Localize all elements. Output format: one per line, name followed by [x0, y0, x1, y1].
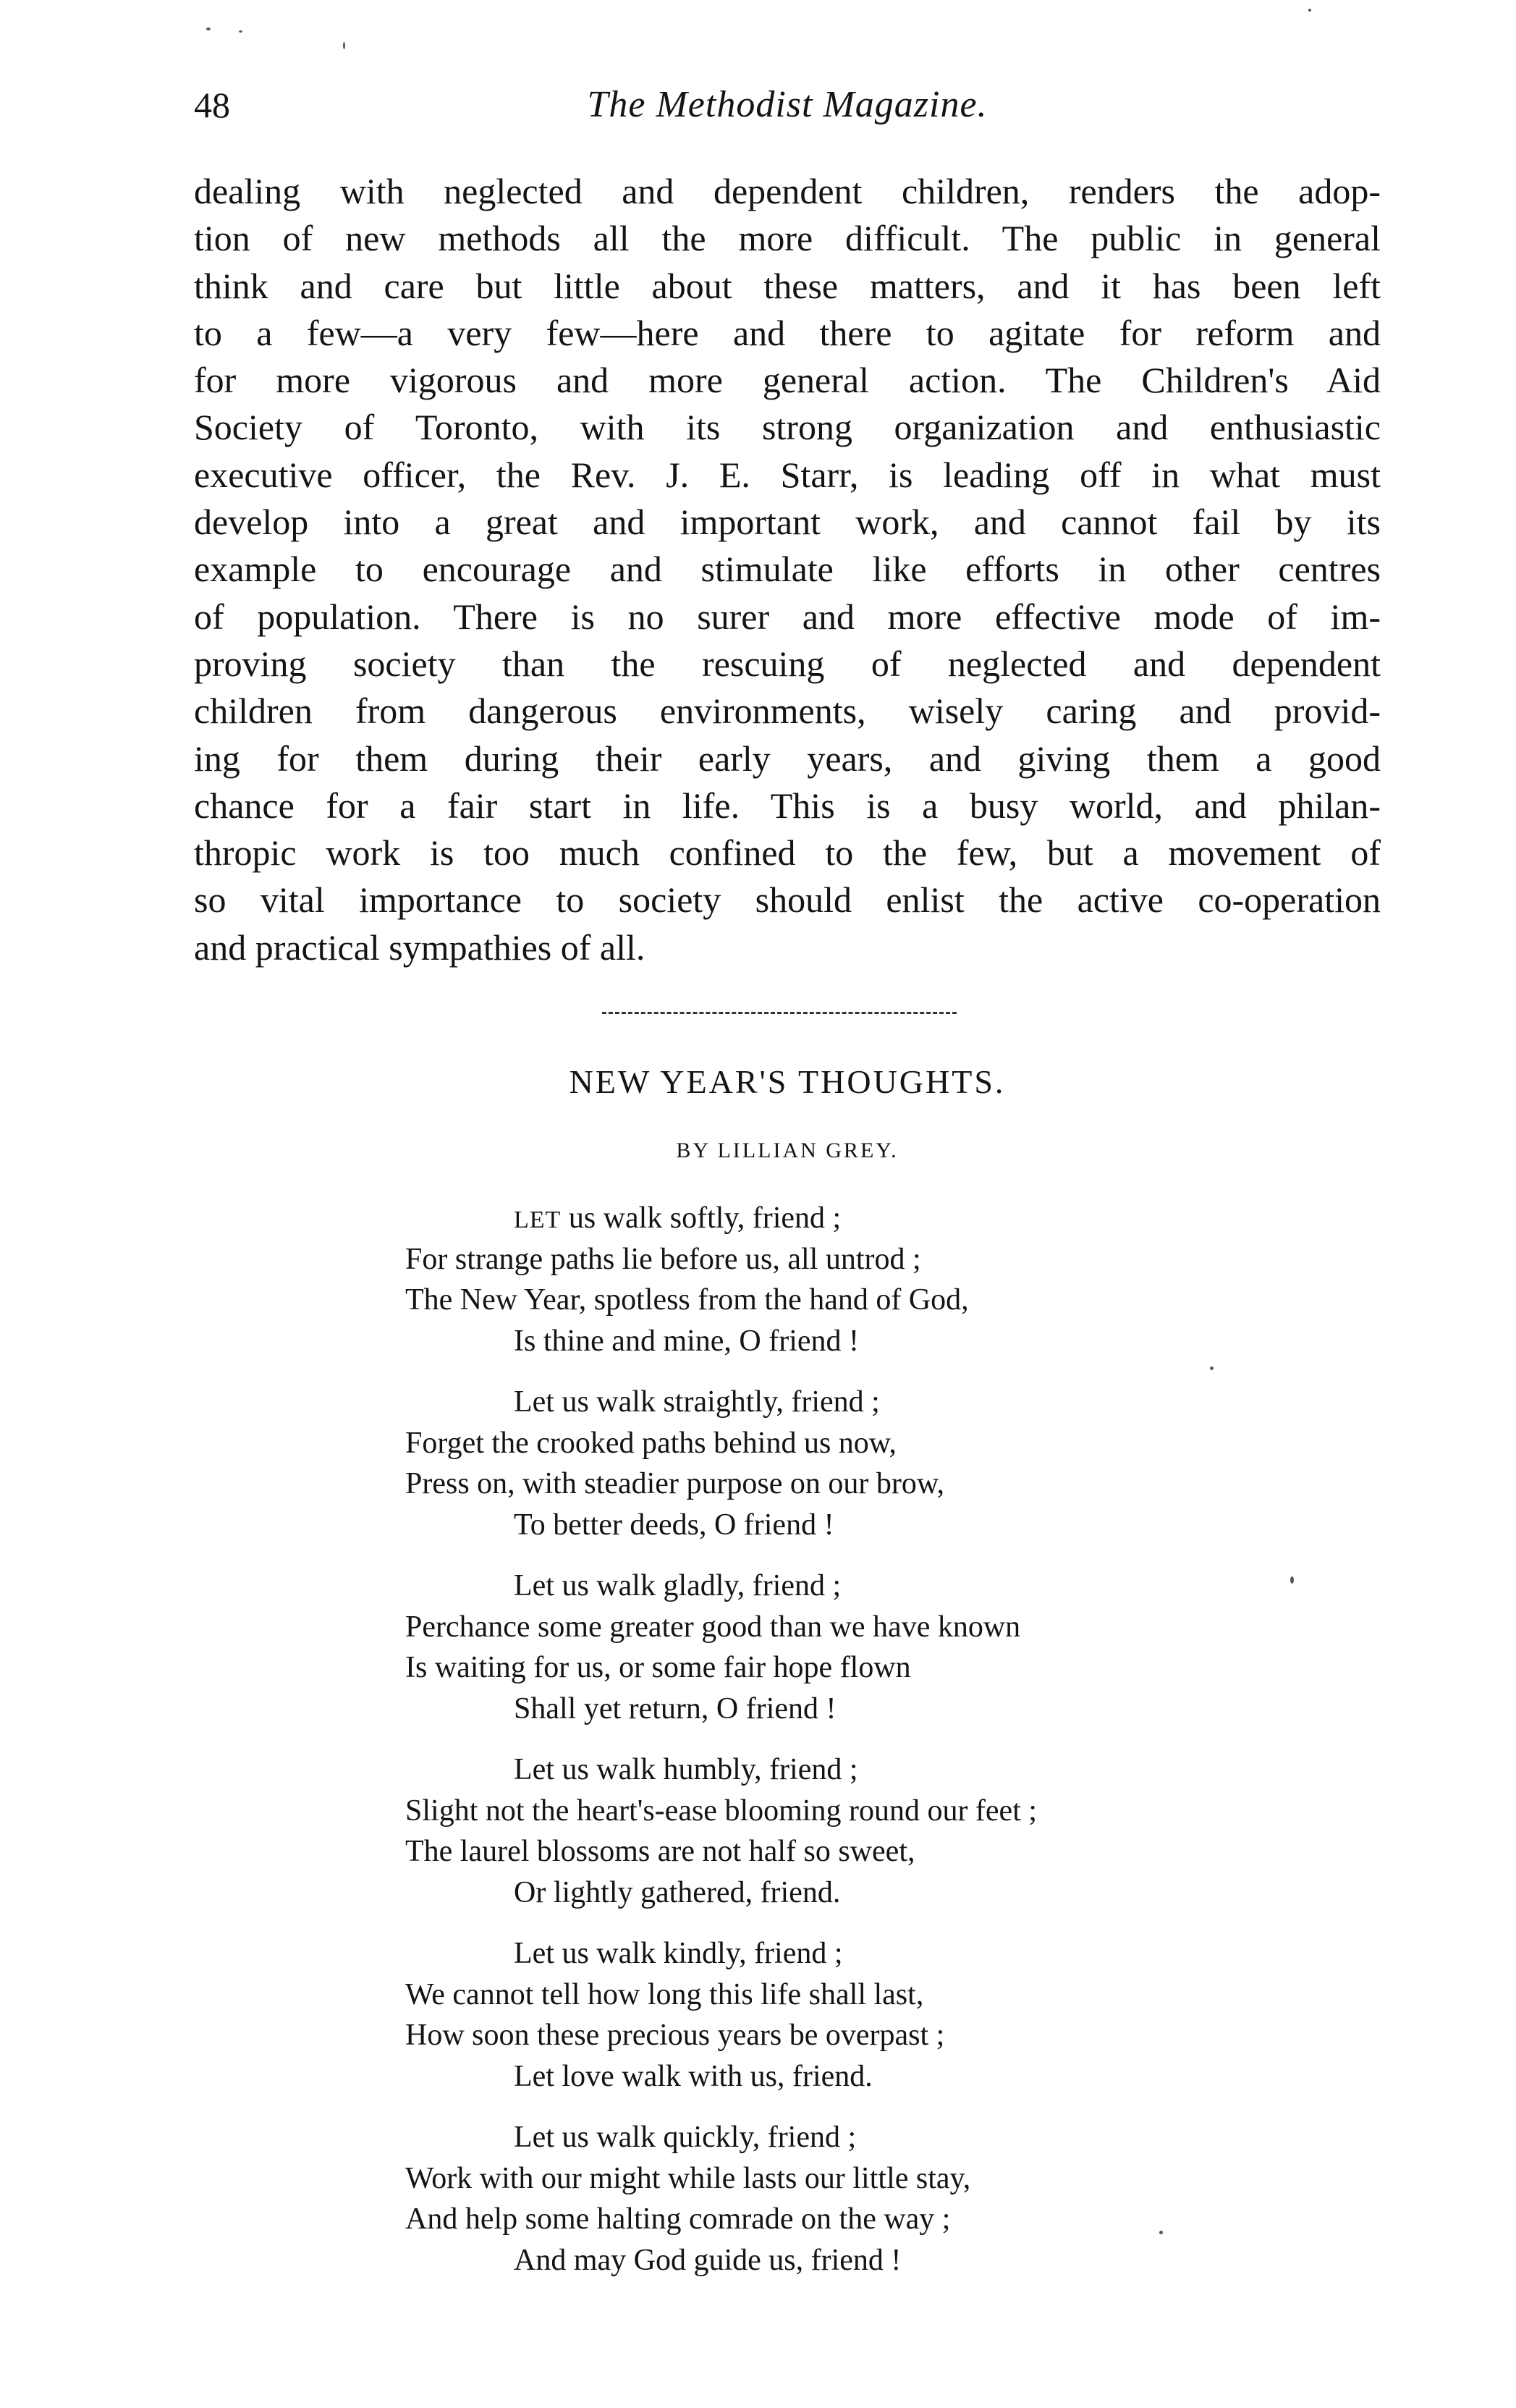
- poem-title: NEW YEAR'S THOUGHTS.: [569, 1063, 1006, 1100]
- poem-body: [405, 1198, 1346, 2301]
- verse-line: And help some halting comrade on the way ;: [405, 2202, 951, 2236]
- text-line: thropic work is too much confined to the few, but a movement of: [194, 832, 1381, 874]
- stanza: [405, 1198, 1346, 1361]
- page-header: [194, 80, 1381, 130]
- page-number: 48: [194, 85, 230, 125]
- text-line: proving society than the rescuing of neglected and dependent: [194, 643, 1381, 684]
- poem-author: BY LILLIAN GREY.: [676, 1138, 899, 1162]
- verse-line: Work with our might while lasts our little stay,: [405, 2161, 971, 2195]
- scan-speck: [206, 28, 211, 30]
- verse-line: We cannot tell how long this life shall last,: [405, 1977, 924, 2011]
- verse-line: Is thine and mine, O friend !: [514, 1324, 860, 1358]
- text-line: develop into a great and important work, and cannot fail by its: [194, 502, 1381, 543]
- verse-line: For strange paths lie before us, all untrod ;: [405, 1242, 921, 1276]
- text-line: tion of new methods all the more difficult. The public in general: [194, 218, 1381, 259]
- text-line: to a few—a very few—here and there to agitate for reform and: [194, 312, 1381, 353]
- stanza: [405, 1566, 1346, 1729]
- verse-line: Let us walk humbly, friend ;: [514, 1753, 858, 1786]
- verse-line: Let us walk gladly, friend ;: [514, 1569, 842, 1602]
- text-line: think and care but little about these matters, and it has been left: [194, 265, 1381, 306]
- scan-speck: [343, 42, 345, 49]
- text-line: of population. There is no surer and more effective mode of im-: [194, 596, 1381, 637]
- drop-cap-word: LET: [514, 1207, 562, 1233]
- text-line: and practical sympathies of all.: [194, 926, 645, 968]
- verse-line: Or lightly gathered, friend.: [514, 1875, 841, 1909]
- stanza: [405, 1382, 1346, 1545]
- stanza: [405, 1933, 1346, 2097]
- verse-line: Forget the crooked paths behind us now,: [405, 1426, 897, 1460]
- scan-speck: [239, 30, 242, 33]
- verse-line: The New Year, spotless from the hand of God,: [405, 1283, 969, 1317]
- text-line: dealing with neglected and dependent children, renders the adop-: [194, 171, 1381, 211]
- text-line: example to encourage and stimulate like efforts in other centres: [194, 549, 1381, 590]
- text-line: executive officer, the Rev. J. E. Starr, is leading off in what must: [194, 454, 1381, 495]
- verse-line: Is waiting for us, or some fair hope flown: [405, 1651, 911, 1684]
- verse-line: Let us walk straightly, friend ;: [514, 1385, 880, 1419]
- verse-line: To better deeds, O friend !: [514, 1508, 834, 1542]
- verse-line: [405, 1198, 1346, 1239]
- verse-line: Let us walk kindly, friend ;: [514, 1937, 843, 1970]
- verse-line: Press on, with steadier purpose on our brow,: [405, 1467, 944, 1500]
- text-line: children from dangerous environments, wisely caring and provid-: [194, 690, 1381, 732]
- stanza: [405, 1749, 1346, 1913]
- verse-line: Slight not the heart's-ease blooming round our feet ;: [405, 1794, 1038, 1828]
- section-divider: [602, 1012, 957, 1014]
- verse-line: Let love walk with us, friend.: [514, 2059, 873, 2093]
- text-line: for more vigorous and more general action. The Children's Aid: [194, 360, 1381, 401]
- verse-line: And may God guide us, friend !: [514, 2243, 902, 2277]
- scan-speck: [1308, 9, 1311, 12]
- stanza: [405, 2117, 1346, 2281]
- text-line: ing for them during their early years, and giving them a good: [194, 738, 1381, 779]
- text-line: so vital importance to society should enlist the active co-operation: [194, 879, 1381, 921]
- article-text: [194, 168, 1381, 971]
- verse-line: How soon these precious years be overpast ;: [405, 2019, 945, 2052]
- text-line: Society of Toronto, with its strong organization and enthusiastic: [194, 407, 1381, 448]
- text-line: chance for a fair start in life. This is a busy world, and philan-: [194, 785, 1381, 826]
- running-title: The Methodist Magazine.: [587, 84, 988, 125]
- verse-line: Let us walk quickly, friend ;: [514, 2121, 857, 2154]
- verse-line: The laurel blossoms are not half so sweet,: [405, 1835, 915, 1868]
- verse-line-rest: us walk softly, friend ;: [561, 1201, 842, 1235]
- verse-line: Perchance some greater good than we have known: [405, 1610, 1021, 1644]
- verse-line: Shall yet return, O friend !: [514, 1691, 837, 1725]
